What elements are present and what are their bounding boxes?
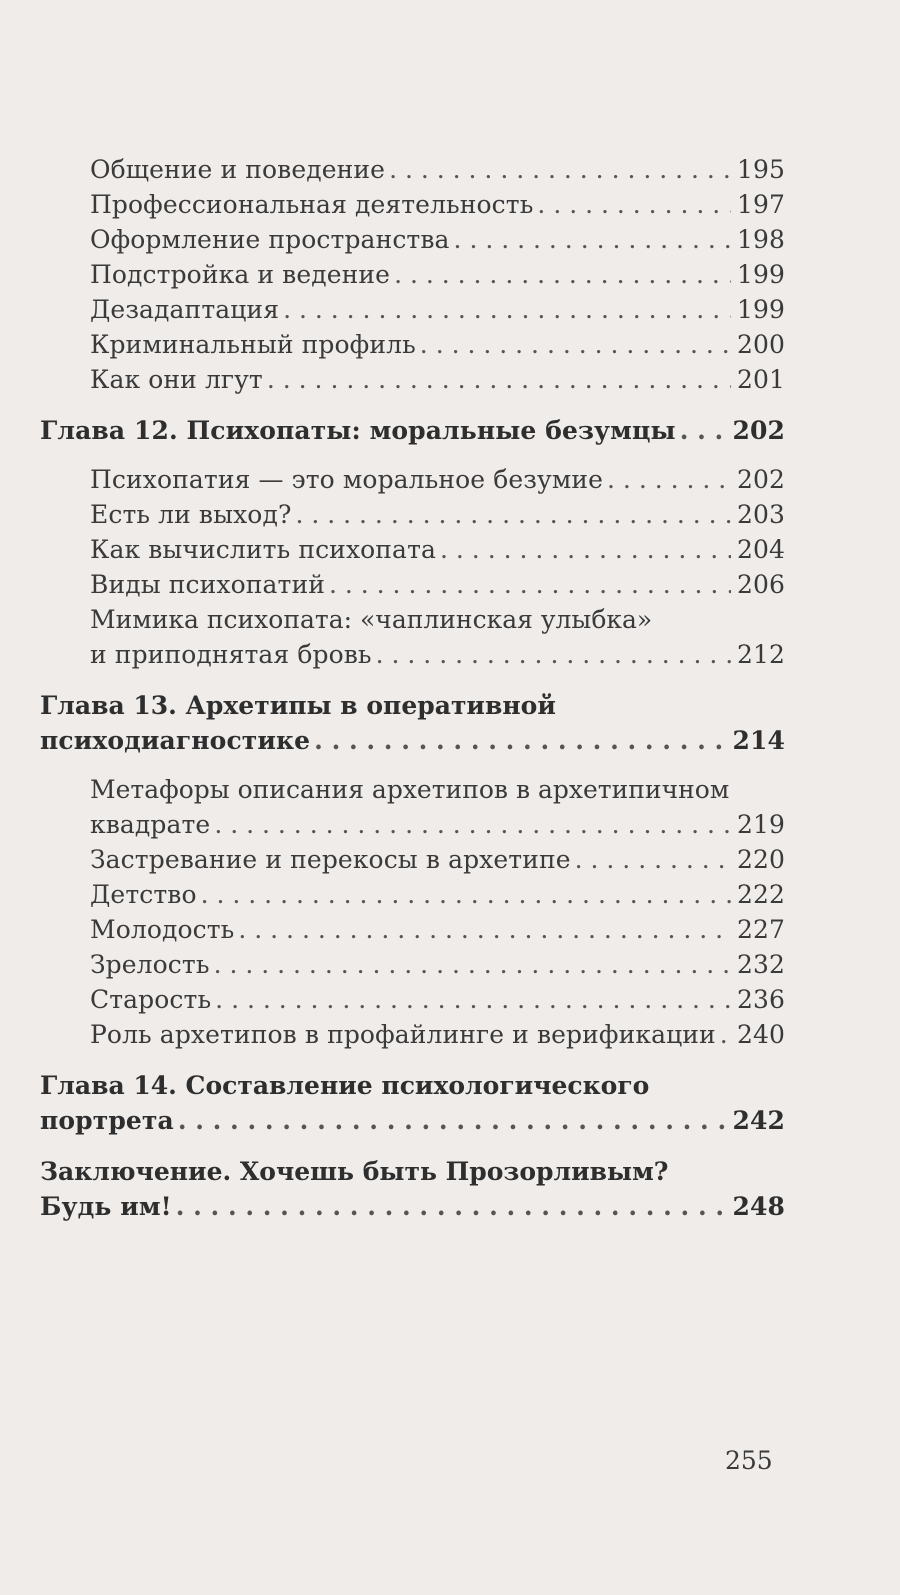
toc-entry bbox=[40, 362, 785, 397]
toc-entry bbox=[40, 842, 785, 877]
leader-dots bbox=[295, 497, 731, 532]
leader-dots bbox=[394, 257, 731, 292]
leader-dots bbox=[420, 327, 731, 362]
entry-title: Как они лгут bbox=[90, 365, 263, 394]
leader-dots bbox=[575, 842, 731, 877]
chapter-title: Глава 12. Психопаты: моральные безумцы bbox=[40, 416, 676, 445]
toc-entry bbox=[40, 1017, 785, 1052]
entry-page: 206 bbox=[736, 570, 785, 599]
entry-title: Криминальный профиль bbox=[90, 330, 416, 359]
entry-page: 199 bbox=[736, 295, 785, 324]
entry-page: 232 bbox=[736, 950, 785, 979]
chapter-title-line-2: портрета bbox=[40, 1106, 174, 1135]
leader-dots bbox=[537, 187, 731, 222]
entry-title-line-1: Метафоры описания архетипов в архетипичном bbox=[90, 775, 730, 804]
entry-title-line-1: Мимика психопата: «чаплинская улыбка» bbox=[90, 605, 653, 634]
entry-title: Психопатия — это моральное безумие bbox=[90, 465, 604, 494]
page-number: 255 bbox=[725, 1446, 773, 1475]
chapter-14-heading bbox=[40, 1103, 785, 1138]
chapter-page: 242 bbox=[732, 1106, 785, 1135]
entry-title: Детство bbox=[90, 880, 197, 909]
entry-page: 197 bbox=[736, 190, 785, 219]
entry-page: 236 bbox=[736, 985, 785, 1014]
entry-page: 240 bbox=[736, 1020, 785, 1049]
toc-entry bbox=[40, 497, 785, 532]
leader-dots bbox=[314, 723, 726, 758]
leader-dots bbox=[329, 567, 731, 602]
entry-page: 204 bbox=[736, 535, 785, 564]
toc-entry bbox=[40, 292, 785, 327]
leader-dots bbox=[720, 1017, 731, 1052]
entry-page: 200 bbox=[736, 330, 785, 359]
toc-entry bbox=[40, 637, 785, 672]
entry-title: Профессиональная деятельность bbox=[90, 190, 534, 219]
entry-title: Общение и поведение bbox=[90, 155, 386, 184]
leader-dots bbox=[454, 222, 731, 257]
entry-page: 222 bbox=[736, 880, 785, 909]
entry-title: Виды психопатий bbox=[90, 570, 325, 599]
toc-entry bbox=[40, 567, 785, 602]
leader-dots bbox=[389, 152, 731, 187]
entry-title: Есть ли выход? bbox=[90, 500, 292, 529]
toc-entry bbox=[40, 982, 785, 1017]
toc-entry bbox=[40, 187, 785, 222]
leader-dots bbox=[214, 947, 731, 982]
leader-dots bbox=[440, 532, 731, 567]
toc-entry bbox=[40, 222, 785, 257]
chapter-page: 214 bbox=[732, 726, 785, 755]
chapter-14-heading-line-1: Глава 14. Составление психологического bbox=[40, 1071, 650, 1100]
entry-title: Зрелость bbox=[90, 950, 210, 979]
entry-page: 212 bbox=[736, 640, 785, 669]
entry-page: 227 bbox=[736, 915, 785, 944]
leader-dots bbox=[607, 462, 731, 497]
leader-dots bbox=[680, 413, 727, 448]
leader-dots bbox=[176, 1189, 727, 1224]
chapter-page: 202 bbox=[732, 416, 785, 445]
entry-title: Оформление пространства bbox=[90, 225, 450, 254]
conclusion-title-line-2: Будь им! bbox=[40, 1192, 172, 1221]
entry-title: Подстройка и ведение bbox=[90, 260, 391, 289]
toc-entry bbox=[40, 257, 785, 292]
toc-entry bbox=[40, 807, 785, 842]
chapter-13-heading bbox=[40, 723, 785, 758]
leader-dots bbox=[238, 912, 731, 947]
entry-page: 195 bbox=[736, 155, 785, 184]
entry-title: Дезадаптация bbox=[90, 295, 280, 324]
entry-page: 199 bbox=[736, 260, 785, 289]
entry-title: Застревание и перекосы в архетипе bbox=[90, 845, 571, 874]
entry-page: 220 bbox=[736, 845, 785, 874]
leader-dots bbox=[178, 1103, 727, 1138]
entry-title: Молодость bbox=[90, 915, 235, 944]
leader-dots bbox=[215, 982, 731, 1017]
leader-dots bbox=[283, 292, 731, 327]
conclusion-heading bbox=[40, 1189, 785, 1224]
toc-entry bbox=[40, 912, 785, 947]
chapter-title-line-2: психодиагностике bbox=[40, 726, 311, 755]
leader-dots bbox=[201, 877, 731, 912]
conclusion-heading-line-1: Заключение. Хочешь быть Прозорливым? bbox=[40, 1157, 669, 1186]
toc-entry bbox=[40, 152, 785, 187]
toc-entry bbox=[40, 532, 785, 567]
entry-page: 198 bbox=[736, 225, 785, 254]
entry-title-line-2: и приподнятая бровь bbox=[90, 640, 372, 669]
entry-title: Роль архетипов в профайлинге и верификации bbox=[90, 1020, 716, 1049]
entry-title: Старость bbox=[90, 985, 212, 1014]
entry-title-line-2: квадрате bbox=[90, 810, 211, 839]
toc-entry bbox=[40, 877, 785, 912]
toc-entry bbox=[40, 327, 785, 362]
leader-dots bbox=[214, 807, 731, 842]
leader-dots bbox=[376, 637, 731, 672]
toc-entry bbox=[40, 462, 785, 497]
chapter-13-heading-line-1: Глава 13. Архетипы в оперативной bbox=[40, 691, 556, 720]
entry-title: Как вычислить психопата bbox=[90, 535, 437, 564]
table-of-contents bbox=[40, 152, 785, 1224]
leader-dots bbox=[267, 362, 731, 397]
entry-page: 203 bbox=[736, 500, 785, 529]
entry-page: 219 bbox=[736, 810, 785, 839]
toc-entry bbox=[40, 947, 785, 982]
conclusion-page: 248 bbox=[732, 1192, 785, 1221]
entry-page: 202 bbox=[736, 465, 785, 494]
chapter-12-heading bbox=[40, 413, 785, 448]
entry-page: 201 bbox=[736, 365, 785, 394]
